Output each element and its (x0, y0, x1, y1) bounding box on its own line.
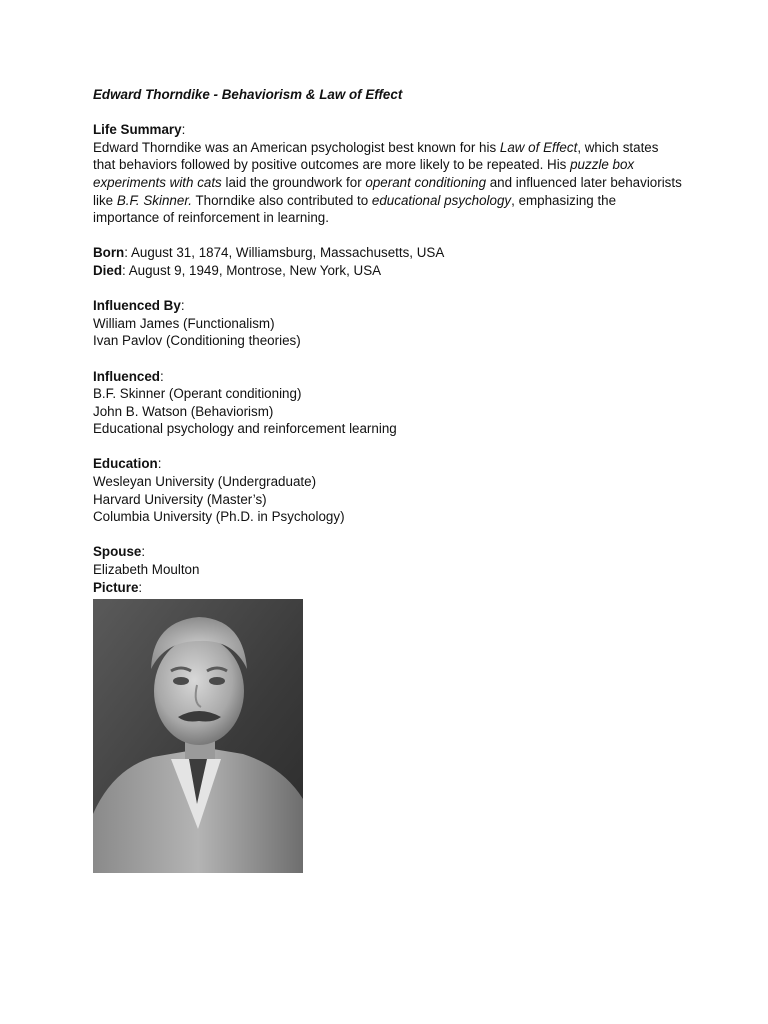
list-item: John B. Watson (Behaviorism) (93, 403, 274, 419)
influenced-label: Influenced (93, 368, 160, 384)
summary-emphasis: Law of Effect (499, 139, 578, 155)
spouse-section: Spouse: Elizabeth Moulton (93, 543, 683, 578)
portrait-image (93, 599, 303, 873)
summary-emphasis: educational psychology (371, 192, 512, 208)
summary-emphasis: operant conditioning (365, 174, 487, 190)
list-item: Wesleyan University (Undergraduate) (93, 474, 317, 490)
died-line (93, 262, 683, 280)
life-summary-section: Life Summary: Edward Thorndike was an American psychologist best known for his Law of Effect, which states that behaviors followed by positive outcomes are more likely to be repeated. His puzzle box experiments with cats laid the groundwork for operant conditioning and influenced later behaviorists like B.F. Skinner. Thorndike also contributed to educational psychology, emphasizing the importance of reinforcement in learning. (93, 122, 682, 226)
document-title: Edward Thorndike - Behaviorism & Law of Effect (93, 87, 403, 102)
dates-section (93, 244, 683, 279)
picture-section: Picture: (93, 579, 143, 595)
education-section: Education: Wesleyan University (Undergraduate) Harvard University (Master’s) Columbia University (Ph.D. in Psychology) (93, 455, 683, 525)
spouse-label: Spouse (93, 544, 142, 560)
portrait-photo (93, 599, 303, 873)
summary-text: laid the groundwork for (221, 174, 366, 190)
list-item: B.F. Skinner (Operant conditioning) (93, 386, 302, 402)
document-body (93, 86, 683, 596)
list-item: Columbia University (Ph.D. in Psychology) (93, 509, 345, 525)
summary-text: and influenced later behaviorists like (93, 174, 682, 208)
list-item: William James (Functionalism) (93, 315, 275, 331)
died-label: Died (93, 262, 123, 278)
born-value: : August 31, 1874, Williamsburg, Massachusetts, USA (124, 245, 445, 261)
influenced-by-section: Influenced By: William James (Functionalism) Ivan Pavlov (Conditioning theories) (93, 297, 683, 350)
summary-text: , which states that behaviors followed by positive outcomes are more likely to be repeated. His (93, 139, 659, 173)
life-summary-text (93, 139, 683, 227)
born-line (93, 244, 683, 262)
life-summary-label: Life Summary (93, 122, 182, 138)
summary-emphasis: puzzle box experiments with cats (93, 157, 635, 190)
influenced-section: Influenced: B.F. Skinner (Operant conditioning) John B. Watson (Behaviorism) Educational psychology and reinforcement learning (93, 368, 683, 438)
summary-emphasis: B.F. Skinner. (116, 192, 192, 208)
summary-text: Edward Thorndike was an American psychologist best known for his (93, 139, 500, 155)
summary-text: Thorndike also contributed to (192, 192, 372, 208)
list-item: Harvard University (Master’s) (93, 491, 267, 507)
influenced-by-label: Influenced By (93, 298, 181, 314)
list-item: Educational psychology and reinforcement learning (93, 421, 397, 437)
list-item: Ivan Pavlov (Conditioning theories) (93, 333, 301, 349)
picture-label: Picture (93, 579, 139, 595)
summary-text: , emphasizing the importance of reinforcement in learning. (93, 192, 617, 226)
education-label: Education (93, 456, 158, 472)
list-item: Elizabeth Moulton (93, 562, 200, 578)
born-label: Born (93, 245, 125, 261)
died-value: : August 9, 1949, Montrose, New York, USA (122, 262, 382, 278)
